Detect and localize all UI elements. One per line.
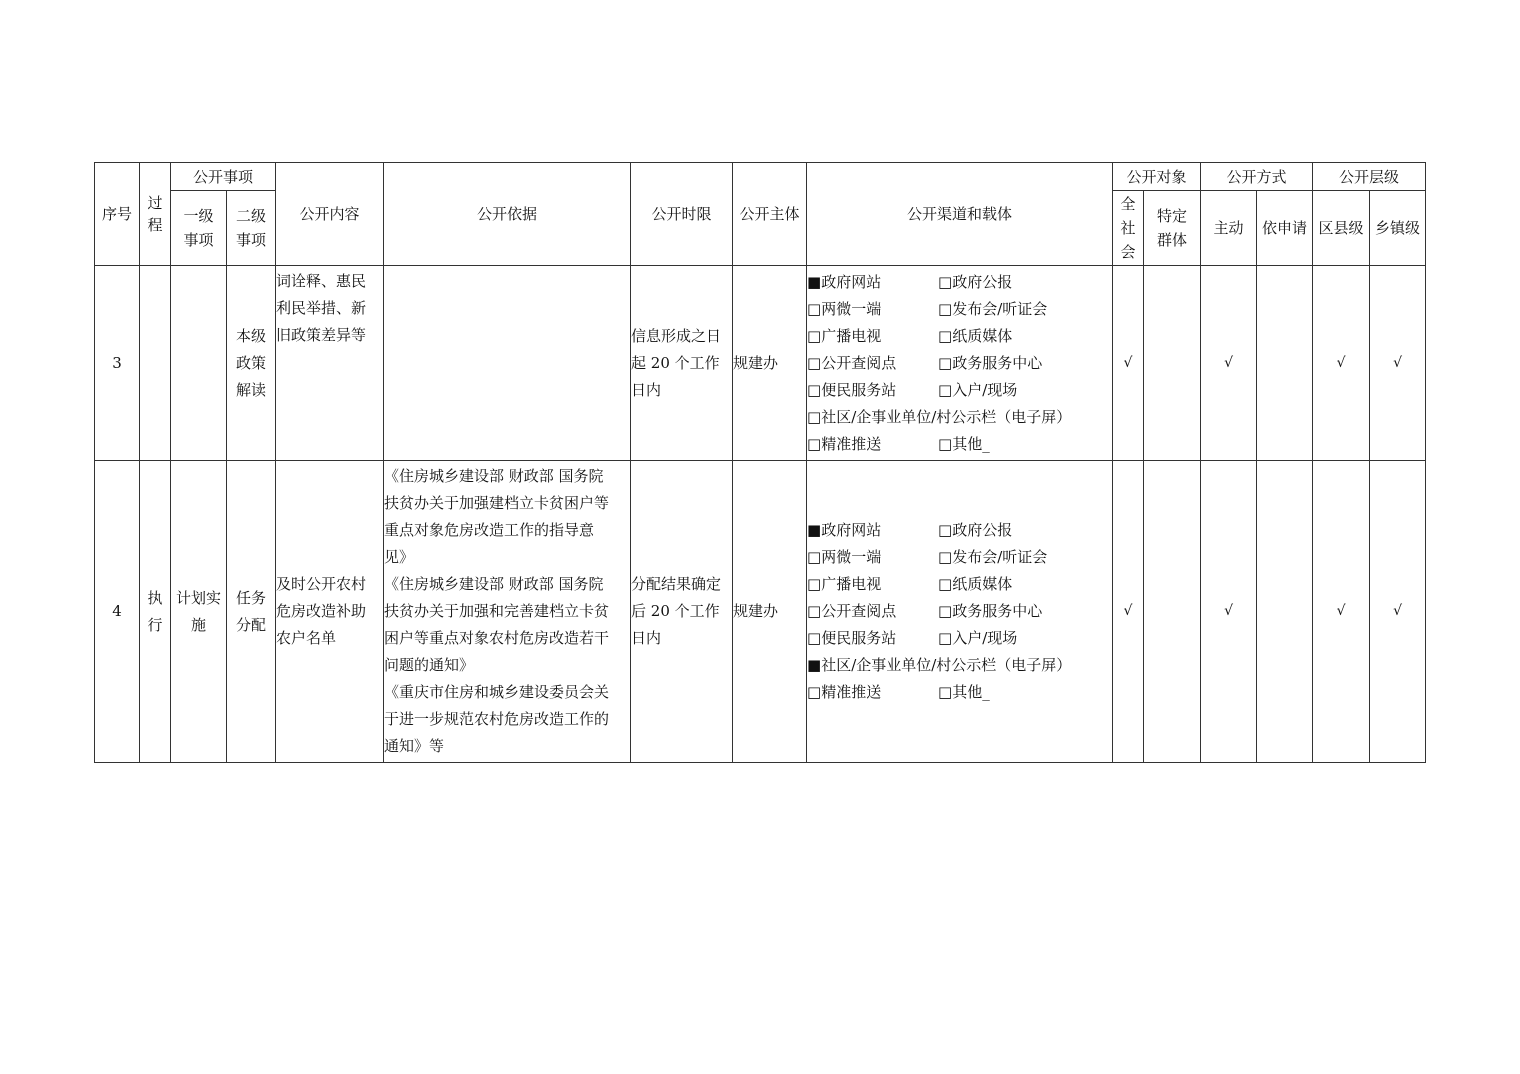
row-basis bbox=[384, 266, 631, 461]
basis-line: 《住房城乡建设部 财政部 国务院 bbox=[384, 575, 604, 593]
row-level1 bbox=[171, 266, 227, 461]
row-level2 bbox=[227, 461, 276, 763]
row-specific-group-check bbox=[1144, 461, 1201, 763]
time-line: 日内 bbox=[631, 380, 662, 399]
row-time-limit bbox=[631, 461, 733, 763]
channel-row bbox=[807, 598, 1112, 625]
basis-line: 困户等重点对象农村危房改造若干 bbox=[384, 629, 610, 647]
channel-option: ■政府网站 bbox=[807, 521, 882, 539]
channel-row bbox=[807, 571, 1112, 598]
channel-row bbox=[807, 652, 1112, 679]
row-content bbox=[276, 266, 384, 461]
header-row-1 bbox=[95, 163, 1426, 191]
level2-line: 本级 bbox=[236, 326, 267, 345]
channel-option: □社区/企事业单位/村公示栏（电子屏） bbox=[807, 407, 1072, 426]
channel-option: □公开查阅点 bbox=[807, 602, 897, 620]
header-on-request: 依申请 bbox=[1257, 191, 1313, 266]
row-subject: 规建办 bbox=[733, 266, 807, 461]
channel-row bbox=[807, 679, 1112, 706]
channel-option: □政府公报 bbox=[938, 521, 1013, 539]
row-whole-society-check: √ bbox=[1113, 461, 1144, 763]
basis-line: 扶贫办关于加强和完善建档立卡贫 bbox=[384, 602, 610, 620]
time-line: 分配结果确定 bbox=[631, 575, 722, 593]
process-line: 执 bbox=[147, 588, 163, 607]
basis-line: 问题的通知》 bbox=[384, 656, 475, 674]
row-level1 bbox=[171, 461, 227, 763]
channel-option: □入户/现场 bbox=[938, 629, 1018, 647]
row-content bbox=[276, 461, 384, 763]
row-township-check: √ bbox=[1370, 461, 1426, 763]
row-seq: 4 bbox=[95, 461, 140, 763]
level1-line: 计划实 bbox=[175, 588, 221, 607]
content-line: 利民举措、新 bbox=[276, 299, 367, 317]
channel-option: □发布会/听证会 bbox=[938, 299, 1048, 318]
row-process bbox=[140, 461, 171, 763]
basis-line: 见》 bbox=[384, 548, 415, 566]
content-line: 旧政策差异等 bbox=[276, 326, 367, 344]
channel-row bbox=[807, 404, 1112, 431]
channel-row bbox=[807, 625, 1112, 652]
process-line: 行 bbox=[147, 615, 163, 634]
content-line: 农户名单 bbox=[276, 629, 337, 647]
header-basis: 公开依据 bbox=[384, 163, 631, 266]
channel-row bbox=[807, 269, 1112, 296]
channel-row bbox=[807, 431, 1112, 458]
channel-option: □纸质媒体 bbox=[938, 326, 1013, 345]
basis-line: 《重庆市住房和城乡建设委员会关 bbox=[384, 683, 610, 701]
time-line: 日内 bbox=[631, 629, 662, 647]
row-whole-society-check: √ bbox=[1113, 266, 1144, 461]
row-county-check: √ bbox=[1313, 266, 1370, 461]
time-line: 信息形成之日 bbox=[631, 326, 722, 345]
row-active-check: √ bbox=[1201, 266, 1257, 461]
row-channels bbox=[807, 266, 1113, 461]
channel-row bbox=[807, 544, 1112, 571]
row-county-check: √ bbox=[1313, 461, 1370, 763]
row-seq: 3 bbox=[95, 266, 140, 461]
channel-row bbox=[807, 377, 1112, 404]
channel-option: □政务服务中心 bbox=[938, 353, 1043, 372]
row-specific-group-check bbox=[1144, 266, 1201, 461]
channel-row bbox=[807, 296, 1112, 323]
basis-line: 通知》等 bbox=[384, 737, 445, 755]
header-target: 公开对象 bbox=[1113, 163, 1201, 191]
basis-line: 重点对象危房改造工作的指导意 bbox=[384, 521, 595, 539]
table-row bbox=[95, 266, 1426, 461]
content-line: 及时公开农村 bbox=[276, 575, 367, 593]
row-active-check: √ bbox=[1201, 461, 1257, 763]
channel-option: □广播电视 bbox=[807, 575, 882, 593]
row-subject: 规建办 bbox=[733, 461, 807, 763]
channel-option: □政府公报 bbox=[938, 272, 1013, 291]
channel-option: □其他_ bbox=[938, 434, 990, 453]
channel-option: □便民服务站 bbox=[807, 629, 897, 647]
content-line: 危房改造补助 bbox=[276, 602, 367, 620]
channel-row bbox=[807, 323, 1112, 350]
channel-option: □两微一端 bbox=[807, 299, 882, 318]
channel-option: □纸质媒体 bbox=[938, 575, 1013, 593]
channel-option: □精准推送 bbox=[807, 683, 882, 701]
channel-option: □政务服务中心 bbox=[938, 602, 1043, 620]
channel-row bbox=[807, 517, 1112, 544]
row-channels bbox=[807, 461, 1113, 763]
header-subject: 公开主体 bbox=[733, 163, 807, 266]
basis-line: 《住房城乡建设部 财政部 国务院 bbox=[384, 467, 604, 485]
basis-line: 扶贫办关于加强建档立卡贫困户等 bbox=[384, 494, 610, 512]
row-township-check: √ bbox=[1370, 266, 1426, 461]
level1-line: 施 bbox=[190, 615, 206, 634]
row-on-request-check bbox=[1257, 461, 1313, 763]
level2-line: 任务 bbox=[236, 588, 267, 607]
header-active: 主动 bbox=[1201, 191, 1257, 266]
header-time-limit: 公开时限 bbox=[631, 163, 733, 266]
header-county: 区县级 bbox=[1313, 191, 1370, 266]
header-seq: 序号 bbox=[95, 163, 140, 266]
content-line: 词诠释、惠民 bbox=[276, 272, 367, 290]
header-level1: 一级事项 bbox=[171, 191, 227, 266]
header-channel: 公开渠道和载体 bbox=[807, 163, 1113, 266]
basis-line: 于进一步规范农村危房改造工作的 bbox=[384, 710, 610, 728]
row-basis bbox=[384, 461, 631, 763]
header-level: 公开层级 bbox=[1313, 163, 1426, 191]
table-row bbox=[95, 461, 1426, 763]
channel-option: ■社区/企事业单位/村公示栏（电子屏） bbox=[807, 656, 1072, 674]
channel-option: □便民服务站 bbox=[807, 380, 897, 399]
level2-line: 政策 bbox=[236, 353, 267, 372]
time-line: 起 20 个工作 bbox=[631, 353, 720, 372]
channel-option: □其他_ bbox=[938, 683, 990, 701]
level2-line: 解读 bbox=[236, 380, 267, 399]
header-process: 过程 bbox=[140, 163, 171, 266]
channel-row bbox=[807, 350, 1112, 377]
row-time-limit bbox=[631, 266, 733, 461]
header-whole-society: 全社会 bbox=[1113, 191, 1144, 266]
header-matter: 公开事项 bbox=[171, 163, 276, 191]
level2-line: 分配 bbox=[236, 615, 267, 634]
header-specific-group: 特定群体 bbox=[1144, 191, 1201, 266]
header-method: 公开方式 bbox=[1201, 163, 1313, 191]
row-level2 bbox=[227, 266, 276, 461]
row-on-request-check bbox=[1257, 266, 1313, 461]
row-process bbox=[140, 266, 171, 461]
disclosure-table bbox=[94, 162, 1426, 763]
channel-option: □公开查阅点 bbox=[807, 353, 897, 372]
header-level2: 二级事项 bbox=[227, 191, 276, 266]
channel-option: □发布会/听证会 bbox=[938, 548, 1048, 566]
channel-option: □入户/现场 bbox=[938, 380, 1018, 399]
time-line: 后 20 个工作 bbox=[631, 602, 720, 620]
header-township: 乡镇级 bbox=[1370, 191, 1426, 266]
channel-option: □广播电视 bbox=[807, 326, 882, 345]
channel-option: □两微一端 bbox=[807, 548, 882, 566]
header-content: 公开内容 bbox=[276, 163, 384, 266]
channel-option: ■政府网站 bbox=[807, 272, 882, 291]
channel-option: □精准推送 bbox=[807, 434, 882, 453]
